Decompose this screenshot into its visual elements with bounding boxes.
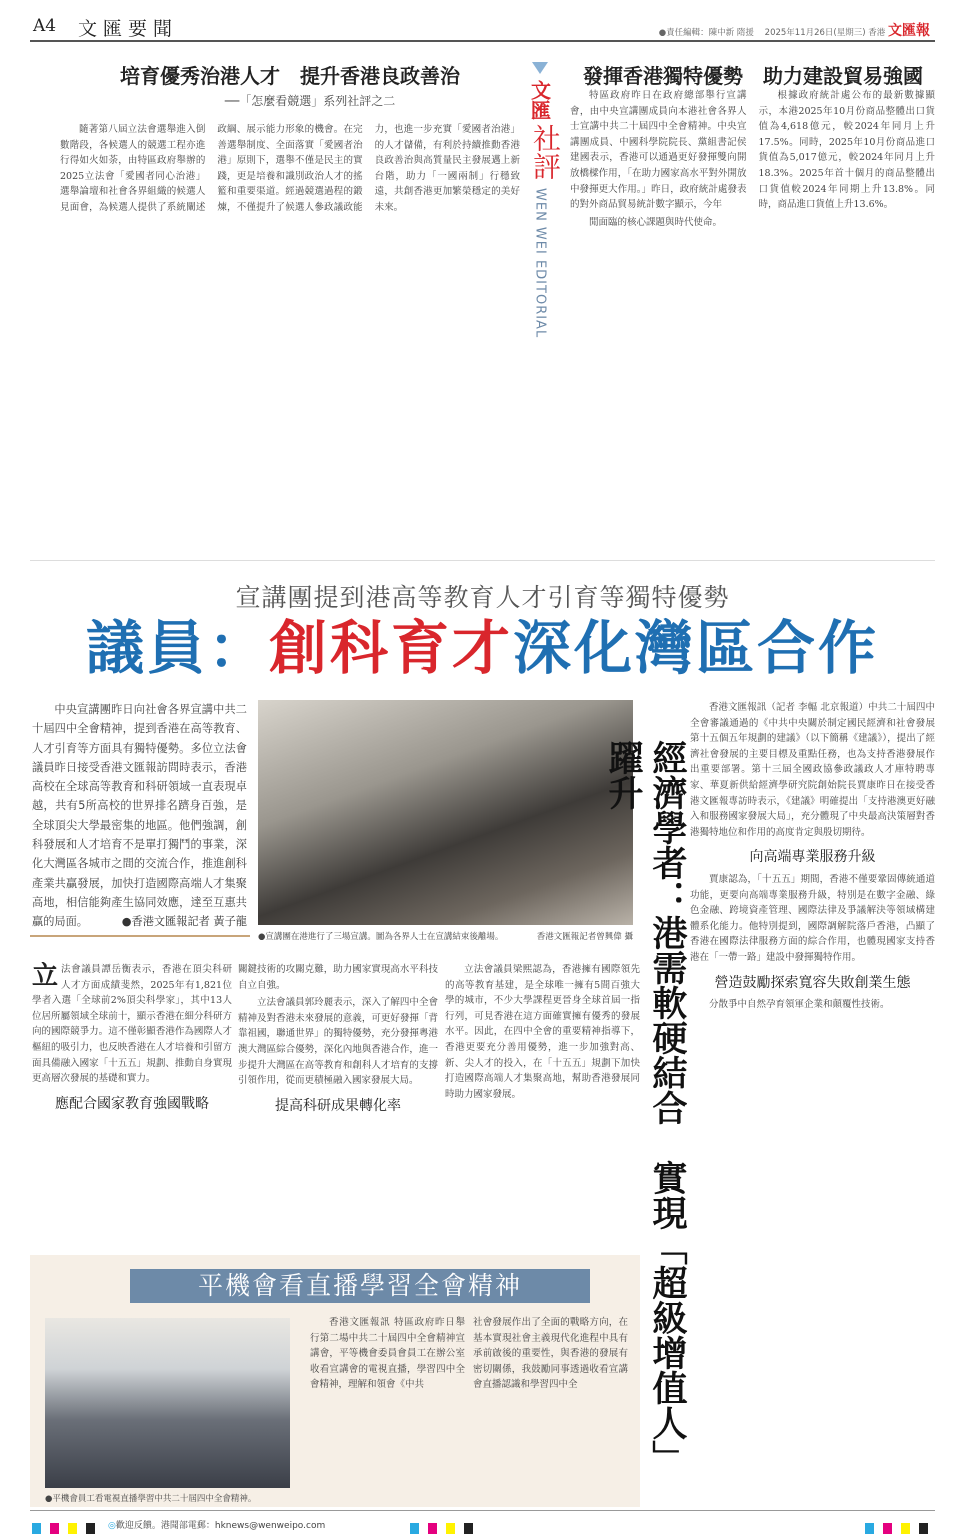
subhead: 提高科研成果轉化率: [275, 1097, 401, 1114]
editorial-label: 社評: [529, 124, 562, 180]
lead-text: [32, 700, 247, 930]
lead-rule: [30, 935, 250, 937]
paragraph: 社會發展作出了全面的戰略方向，在基本實現社會主義現代化進程中具有承前啟後的重要性，與香港的發展有密切關係，我鼓勵同事透過收看宣講會直播認識和學習四中全: [473, 1317, 628, 1391]
box-story: [30, 1255, 640, 1507]
headline-speaker: 議員：: [85, 614, 269, 682]
paragraph: 分散爭中自然孕育領軍企業和顛覆性技術。: [709, 999, 890, 1011]
side-body: [690, 700, 935, 1500]
paragraph: 立法會議員梁熙認為，香港擁有國際領先的高等教育基建，是全球唯一擁有5間百強大學的城市，不少大學課程更晉身全球首屆一指行列，可見香港在這方面確實擁有優秀的發展水平。因此，在四中全會的重要精神指導下，香港更要充分善用優勢，進一步加強對高、新、尖人才的投入，在「十五五」規劃下加快打造國際高端人才集聚高地，幫助香港發展同時助力國家發展。: [445, 964, 640, 1100]
photo-caption: [258, 930, 633, 942]
story-col-1: [32, 962, 232, 1247]
editor-credit: ●責任編輯：陳中新 隋援: [658, 28, 754, 38]
headline-part-2: 深化灣區合作: [513, 614, 880, 682]
headline-part-1: 創科育才: [268, 614, 513, 682]
paragraph: 法會議員譚岳衡表示，香港在頂尖科研人才方面成績斐然，2025年有1,821位學者入選「全球前2%頂尖科學家」，其中13人位居所屬領域全球前十，顯示香港在細分科研方向的國際競爭力。這不僅彰顯香港作為國際人才樞紐的吸引力，也反映香港在人才培養和引留方面具備融入國家「十五五」規劃、推動自身實現更高層次發展的基礎和實力。: [32, 964, 232, 1085]
paper-prefix: 香港: [868, 28, 886, 38]
editorial-subtitle: ──「怎麼看競選」系列社評之二: [224, 94, 396, 108]
section-divider: [30, 560, 935, 561]
footer-rule: [30, 1510, 935, 1511]
box-photo: [45, 1318, 290, 1488]
photo-credit: 香港文匯報記者曾興偉 攝: [536, 932, 633, 942]
section-title: 文匯要聞: [78, 18, 179, 40]
box-headline: 平機會看直播學習全會精神: [197, 1271, 522, 1300]
paragraph: 閒面臨的核心課題與時代使命。: [589, 216, 723, 228]
header-meta: [659, 20, 930, 40]
feedback-email[interactable]: 歡迎反饋。港聞部電郵：hknews@wenweipo.com: [115, 1521, 326, 1531]
main-headline: [30, 612, 935, 684]
paragraph: 香港文匯報訊（記者 李輻 北京報道）中共二十屆四中全會審議通過的《中共中央關於制定國民經濟和社會發展第十五個五年規劃的建議》（以下簡稱《建議》），提出了經濟社會發展的主要目標及重點任務，也為支持香港發展作出重要部署。第十三屆全國政協參政議政人才庫特聘專家、華夏新供給經濟學研究院創始院長賈康昨日在接受香港文匯報專訪時表示，《建議》明確提出「支持港澳更好融入和服務國家發展大局」，充分體現了中央最高決策層對香港獨特地位和作用的高度肯定與殷切期待。: [690, 702, 935, 838]
editorial-right-body: [570, 88, 935, 548]
event-photo: [258, 700, 633, 925]
editorial-right-title: 發揮香港獨特優勢 助力建設貿易強國: [583, 64, 923, 88]
paragraph: 隨著第八屆立法會選舉進入倒數階段，各候選人的競選工程亦進行得如火如荼，由特區政府舉辦的2025立法會「愛國者同心治港」選舉論壇和社會各界組織的候選人見面會，為候選人提供了系統闡述政綱、展示能力形象的機會。在完善選舉制度、全面落實「愛國者治港」原則下，選舉不僅是民主的實踐，更是培養和識別政治人才的搖籃和重要渠道。經過競選過程的鍛煉，不僅提升了候選人參政議政能力，也進一步充實「愛國者治港」的人才儲備，有利於持續推動香港良政善治與高質量民主發展邁上新台階，助力「一國兩制」行穩致遠，共創香港更加繁榮穩定的美好未來。: [60, 124, 520, 213]
subhead: 應配合國家教育強國戰略: [55, 1095, 209, 1112]
triangle-icon: [532, 62, 548, 74]
paper-logo: 文匯報: [888, 23, 930, 39]
story-col-2: [238, 962, 438, 1247]
mail-icon: ◎: [108, 1521, 116, 1531]
paragraph: 立法會議員郭玲麗表示，深入了解四中全會精神及對香港未來發展的意義，可更好發揮「背靠祖國，聯通世界」的獨特優勢，充分發揮粵港澳大灣區綜合優勢，深化內地與香港合作，進一步提升大灣區在高等教育和創科人才培育的支撐引領作用，從而更積極融入國家發展大局。: [238, 997, 438, 1087]
paragraph: 根據政府統計處公布的最新數據顯示，本港2025年10月份商品整體出口貨值為4,618億元，較2024年同月上升17.5%。同時，2025年10月份商品進口貨值為5,017億元，較2024年同月上升18.3%。2025年首十個月的商品整體出口貨值較2024年同期上升13.8%。同時，商品進口貨值上升13.6%。: [758, 90, 935, 211]
page-number: A4: [33, 16, 57, 36]
editorial-band: [525, 62, 562, 382]
drop-cap: 立: [32, 962, 59, 991]
photo-caption-text: ●宣講團在港進行了三場宣講。圖為各界人士在宣講結束後離場。: [258, 932, 504, 942]
color-bar-right: [865, 1519, 937, 1538]
paragraph: 賈康認為，「十五五」期間，香港不僅要鞏固傳統通道功能，更要向高端專業服務升級，特別是在數字金融、綠色金融、跨境資產管理、國際法律及爭議解決等領域構建體系化能力。他特別提到，國際調解院落戶香港，凸顯了香港在國際法律服務方面的綜合作用，也體現國家支持香港在「一帶一路」建設中發揮獨特作用。: [690, 873, 935, 963]
box-col-1: [310, 1315, 465, 1500]
box-col-2: [473, 1315, 628, 1500]
box-photo-caption: ●平機會員工看電視直播學習中共二十屆四中全會精神。: [45, 1494, 257, 1504]
editorial-title: 培育優秀治港人才 提升香港良政善治: [120, 64, 460, 88]
lead-byline: ●香港文匯報記者 黃子龍: [121, 915, 247, 929]
paragraph: 關鍵技術的攻關克難，助力國家實現高水平科技自立自強。: [238, 964, 438, 991]
story-col-3: [445, 962, 640, 1247]
side-headline: 經濟學者：港需軟硬結合 實現「超級增值人」躍升: [603, 740, 687, 1475]
issue-date: 2025年11月26日(星期三): [764, 28, 866, 38]
main-kicker: 宣講團提到港高等教育人才引育等獨特優勢: [235, 583, 730, 612]
editorial-english: WEN WEI EDITORIAL: [532, 188, 548, 339]
editorial-body: [60, 122, 520, 547]
color-bar-center: [410, 1519, 482, 1538]
lead-body: 中央宣講團昨日向社會各界宣講中共二十屆四中全會精神，提到香港在高等教育、人才引育等方面具有獨特優勢。多位立法會議員昨日接受香港文匯報訪問時表示，香港高校在全球高等教育和科研領域一直表現卓越，共有5所高校的世界排名躋身百強，是全球頂尖大學最密集的地區。他們強調，創科發展和人才培育不是單打獨鬥的事業，深化大灣區各城市之間的交流合作，推進創科產業共贏發展，加快打造國際高端人才集聚高地，相信能夠產生協同效應，達至互惠共贏的局面。: [32, 703, 247, 929]
color-bar-left: [32, 1519, 104, 1538]
footer-feedback: [108, 1518, 325, 1531]
subhead: 營造鼓勵探索寬容失敗創業生態: [714, 974, 911, 991]
paragraph: 特區政府昨日在政府總部舉行宣講會，由中央宣講團成員向本港社會各界人士宣講中共二十屆四中全會精神。中央宣講團成員、中國科學院院長、黨組書記侯建國表示，香港可以通過更好發揮雙向開放橋樑作用，「在助力國家高水平對外開放中發揮更大作用。」昨日，政府統計處發表的對外商品貿易統計數字顯示，今年: [570, 90, 747, 211]
paragraph: 香港文匯報訊 特區政府昨日舉行第二場中共二十屆四中全會精神宣講會，平等機會委員會員工在辦公室收看宣講會的電視直播，學習四中全會精神，理解和領會《中共: [310, 1317, 465, 1391]
subhead: 向高端專業服務升級: [749, 849, 876, 866]
header-rule: [30, 40, 935, 42]
editorial-logo: 文匯: [527, 80, 552, 120]
